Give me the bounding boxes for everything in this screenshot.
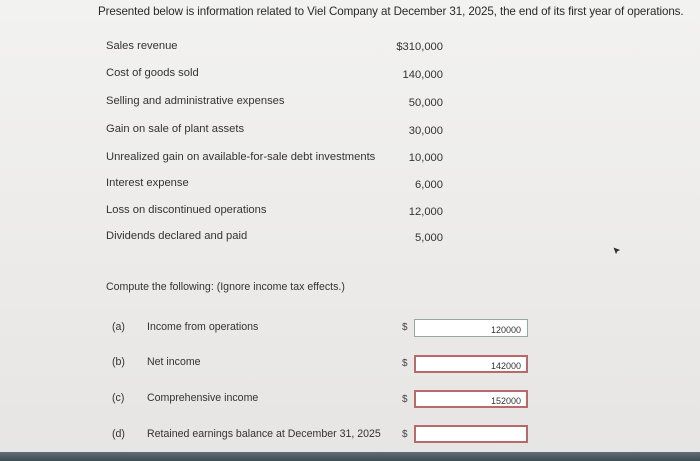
question-letter: (c) — [112, 392, 125, 404]
answer-input-net-income[interactable] — [414, 355, 528, 373]
question-label: Retained earnings balance at December 31, 2025 — [147, 428, 381, 440]
item-value-sales-revenue: $310,000 — [396, 41, 443, 53]
question-letter: (a) — [112, 321, 125, 333]
dollar-sign: $ — [402, 394, 408, 405]
item-label-loss-discontinued: Loss on discontinued operations — [106, 204, 267, 216]
item-value-unrealized-gain: 10,000 — [408, 152, 443, 164]
item-label-gain-on-sale: Gain on sale of plant assets — [106, 123, 245, 135]
question-label: Comprehensive income — [147, 392, 259, 404]
item-label-selling-admin: Selling and administrative expenses — [106, 95, 285, 107]
item-value-selling-admin: 50,000 — [408, 97, 443, 109]
item-label-unrealized-gain: Unrealized gain on available-for-sale debt investments — [106, 151, 376, 163]
item-value-cost-of-goods-sold: 140,000 — [402, 69, 443, 81]
dollar-sign: $ — [402, 358, 408, 369]
answer-input-income-from-operations[interactable] — [414, 319, 528, 337]
item-value-interest-expense: 6,000 — [415, 179, 443, 191]
answer-input-comprehensive-income[interactable] — [414, 390, 528, 408]
problem-intro: Presented below is information related to Viel Company at December 31, 2025, the end of its first year of operations. — [98, 5, 684, 18]
mouse-cursor-icon — [612, 246, 622, 256]
item-value-dividends: 5,000 — [415, 232, 443, 244]
question-label: Net income — [147, 356, 201, 368]
bottom-bar — [0, 452, 700, 461]
item-value-gain-on-sale: 30,000 — [408, 125, 443, 137]
question-label: Income from operations — [147, 321, 259, 333]
question-letter: (b) — [112, 356, 125, 368]
answer-input-retained-earnings[interactable] — [414, 425, 528, 443]
item-label-sales-revenue: Sales revenue — [106, 40, 178, 52]
instructions: Compute the following: (Ignore income tax effects.) — [106, 281, 345, 293]
item-label-interest-expense: Interest expense — [106, 177, 189, 189]
item-label-dividends: Dividends declared and paid — [106, 230, 248, 242]
dollar-sign: $ — [402, 429, 408, 440]
dollar-sign: $ — [402, 322, 408, 333]
question-letter: (d) — [112, 428, 125, 440]
item-label-cost-of-goods-sold: Cost of goods sold — [106, 67, 199, 79]
item-value-loss-discontinued: 12,000 — [408, 206, 443, 218]
